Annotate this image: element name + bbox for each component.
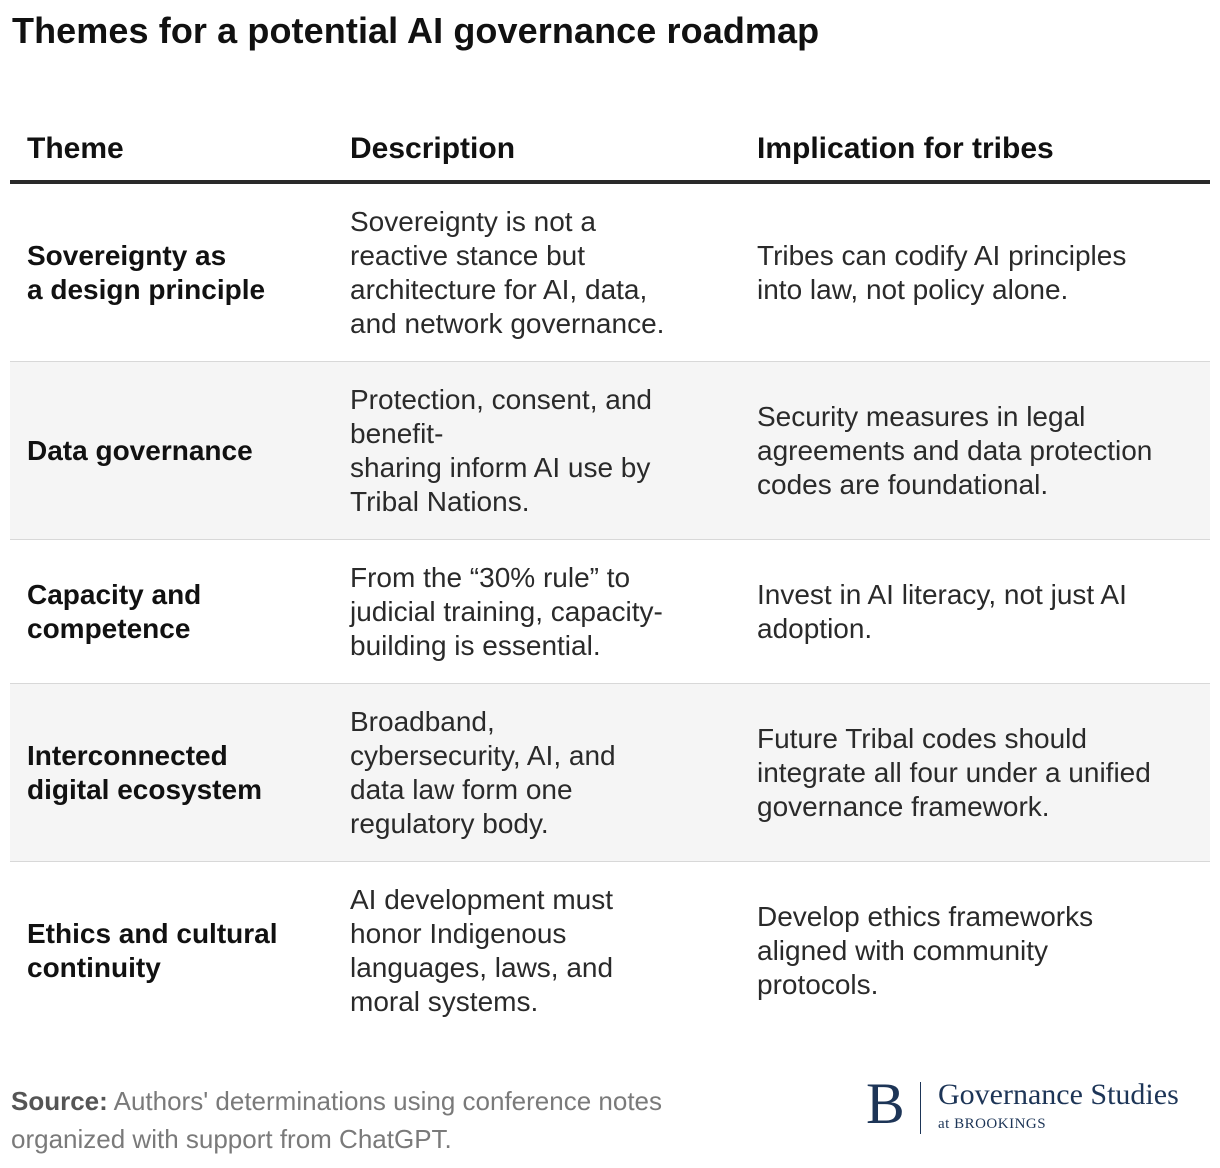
header-implication: Implication for tribes [757, 132, 1054, 165]
roadmap-table [10, 116, 1210, 1040]
logo-letter: B [866, 1071, 905, 1136]
description-cell-line: benefit- [350, 417, 444, 449]
implication-cell-line: aligned with community [757, 935, 1049, 966]
description-cell-line: sharing inform AI use by [350, 451, 651, 483]
description-cell [350, 184, 695, 361]
theme-cell [27, 362, 327, 539]
header-description: Description [350, 132, 516, 165]
description-cell-line: and network governance. [350, 307, 665, 339]
source-note [11, 1082, 771, 1158]
table-row [10, 540, 1210, 684]
description-cell [350, 540, 695, 683]
description-cell-line: From the “30% rule” to [350, 561, 631, 593]
description-cell [350, 862, 695, 1040]
logo-subtitle: at BROOKINGS [938, 1116, 1047, 1132]
description-cell-line: reactive stance but [350, 239, 586, 271]
implication-cell-line: integrate all four under a unified [757, 756, 1151, 788]
logo-name: Governance Studies [938, 1078, 1179, 1111]
description-cell-line: judicial training, capacity- [350, 595, 663, 627]
theme-cell-line: Sovereignty as [27, 239, 227, 271]
header-theme: Theme [27, 132, 124, 165]
theme-cell [27, 862, 327, 1040]
theme-cell-line: digital ecosystem [27, 773, 262, 805]
logo-divider [920, 1082, 921, 1134]
implication-cell [757, 362, 1197, 539]
implication-cell-line: adoption. [757, 612, 873, 644]
implication-cell [757, 540, 1197, 683]
description-cell-line: Protection, consent, and [350, 383, 652, 415]
implication-cell-line: Future Tribal codes should [757, 722, 1087, 754]
description-cell-line: data law form one [350, 773, 573, 805]
implication-cell-line: governance framework. [757, 790, 1050, 822]
brookings-logo [866, 1071, 1212, 1138]
description-cell-line: regulatory body. [350, 807, 549, 839]
theme-cell-line: Data governance [27, 434, 253, 466]
implication-cell-line: protocols. [757, 969, 879, 1000]
implication-cell-line: Develop ethics frameworks [757, 901, 1094, 932]
description-cell-line: building is essential. [350, 629, 601, 661]
description-cell-line: honor Indigenous [350, 918, 567, 949]
theme-cell-line: a design principle [27, 273, 266, 305]
table-row [10, 184, 1210, 362]
implication-cell [757, 862, 1197, 1040]
theme-cell-line: Interconnected [27, 739, 228, 771]
description-cell-line: architecture for AI, data, [350, 273, 648, 305]
description-cell-line: cybersecurity, AI, and [350, 739, 616, 771]
implication-cell-line: into law, not policy alone. [757, 273, 1069, 305]
source-text: Authors' determinations using conference notes organized with support from ChatGPT. [11, 1086, 663, 1154]
implication-cell-line: Security measures in legal [757, 400, 1086, 432]
description-cell-line: Tribal Nations. [350, 485, 530, 517]
table-header [10, 116, 1210, 184]
theme-cell [27, 540, 327, 683]
implication-cell-line: agreements and data protection [757, 434, 1153, 466]
theme-cell [27, 684, 327, 861]
table-row [10, 862, 1210, 1040]
implication-cell [757, 684, 1197, 861]
theme-cell-line: Capacity and [27, 578, 202, 610]
description-cell-line: languages, laws, and [350, 952, 614, 983]
table-row [10, 684, 1210, 862]
implication-cell-line: codes are foundational. [757, 468, 1049, 500]
theme-cell-line: continuity [27, 952, 161, 983]
implication-cell [757, 184, 1197, 361]
source-label: Source: [11, 1086, 108, 1116]
theme-cell-line: Ethics and cultural [27, 918, 278, 949]
description-cell [350, 684, 695, 861]
table-row [10, 362, 1210, 540]
theme-cell [27, 184, 327, 361]
description-cell [350, 362, 695, 539]
implication-cell-line: Invest in AI literacy, not just AI [757, 578, 1127, 610]
description-cell-line: AI development must [350, 884, 614, 915]
table-body [10, 184, 1210, 1040]
description-cell-line: moral systems. [350, 986, 539, 1017]
description-cell-line: Sovereignty is not a [350, 205, 596, 237]
page-title: Themes for a potential AI governance roadmap [12, 10, 820, 51]
description-cell-line: Broadband, [350, 705, 495, 737]
theme-cell-line: competence [27, 612, 191, 644]
implication-cell-line: Tribes can codify AI principles [757, 239, 1127, 271]
